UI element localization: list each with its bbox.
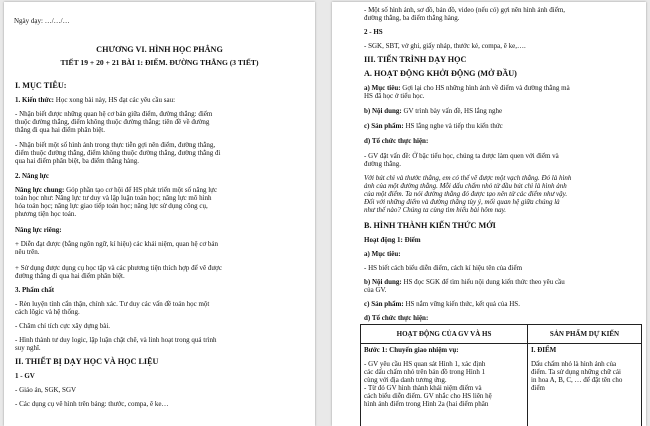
- knowledge-item-1-line-1: - Nhận biết được những quan hệ cơ bản giữa điểm, đường thẳng: điểm: [15, 110, 212, 118]
- knowledge-item-2-line-3: qua hai điểm phân biệt, ba điểm thẳng hàng.: [15, 157, 139, 165]
- teacher-item-2: - Các dụng cụ vẽ hình trên bảng: thước, compa, ê ke…: [15, 400, 168, 408]
- a-product-text: HS lắng nghe và tiếp thu kiến thức: [404, 122, 503, 130]
- step-1-line-3: cùng với địa danh tương ứng.: [364, 376, 524, 384]
- section-process: III. TIẾN TRÌNH DẠY HỌC: [364, 56, 466, 64]
- activity-1-heading: Hoạt động 1: Điểm: [364, 236, 421, 244]
- qualities-heading: 3. Phẩm chất: [15, 286, 54, 294]
- intro-italic-line-3: của một điểm. Ta nói đường thẳng đó được tạo nên từ các điểm như vậy.: [364, 190, 567, 198]
- a-content-line: [364, 107, 502, 115]
- a-organization-line-2: đường thẳng.: [364, 160, 401, 168]
- b-content-line-2: của GV.: [364, 286, 386, 294]
- lesson-title: TIẾT 19 + 20 + 21 BÀI 1: ĐIỂM. ĐƯỜNG THẲNG (3 TIẾT): [4, 59, 315, 67]
- a-organization-label: d) Tổ chức thực hiện:: [364, 137, 428, 145]
- table-header-product: SẢN PHẨM DỰ KIẾN: [528, 325, 642, 344]
- step-1-title: Bước 1: Chuyển giao nhiệm vụ:: [364, 346, 524, 354]
- point-line-2: điểm. Ta sử dụng những chữ cái: [531, 368, 638, 376]
- step-1-line-4: - Từ đó GV hình thành khái niệm điểm và: [364, 384, 524, 392]
- knowledge-item-2-line-2: điểm thuộc đường thẳng, điểm không thuộc đường thẳng, đường thẳng đi: [15, 149, 220, 157]
- activity-b-heading: B. HÌNH THÀNH KIẾN THỨC MỚI: [364, 222, 496, 230]
- table-header-activity: HOẠT ĐỘNG CỦA GV VÀ HS: [361, 325, 528, 344]
- specific-competence-1-line-2: nêu trên.: [15, 248, 40, 256]
- a-product-label: c) Sản phẩm:: [364, 122, 404, 130]
- a-content-label: b) Nội dung:: [364, 107, 402, 115]
- a-content-text: GV trình bày vấn đề, HS lắng nghe: [402, 107, 502, 115]
- materials-line-1: - Một số hình ảnh, sơ đồ, bản đồ, video (nếu có) gợi nên hình ảnh điểm,: [364, 6, 565, 14]
- quality-1-line-1: - Rèn luyện tính cẩn thận, chính xác. Tư duy các vấn đề toán học một: [15, 300, 209, 308]
- general-competence-line-3: hóa toán học; năng lực giao tiếp toán học; năng lực sử dụng công cụ,: [15, 202, 208, 210]
- step-1-line-2: các dấu chấm nhỏ trên bản đồ trong Hình 1: [364, 368, 524, 376]
- a-objective-line-2: HS đã học ở tiểu học.: [364, 92, 424, 100]
- point-line-4: điểm: [531, 384, 638, 392]
- knowledge-item-1-line-2: thuộc đường thẳng, điểm không thuộc đường thẳng; tiên đề về đường: [15, 118, 209, 126]
- general-competence-label: Năng lực chung:: [15, 186, 64, 194]
- specific-competence-2-line-1: + Sử dụng được dụng cụ học tập và các phương tiện thích hợp để vẽ được: [15, 264, 222, 272]
- general-competence-text: Góp phần tạo cơ hội để HS phát triển một số năng lực: [64, 186, 217, 194]
- step-1-line-5: cách biểu diễn điểm. GV nhắc cho HS liên hệ: [364, 392, 524, 400]
- activity-a-heading: A. HOẠT ĐỘNG KHỞI ĐỘNG (MỞ ĐẦU): [364, 70, 517, 78]
- quality-3-line-2: suy nghĩ.: [15, 344, 41, 352]
- specific-competence-2-line-2: đường thẳng đi qua hai điểm phân biệt.: [15, 272, 125, 280]
- specific-competence-label: Năng lực riêng:: [15, 226, 62, 234]
- b-product-label: c) Sản phẩm:: [364, 300, 404, 308]
- section-objectives: I. MỤC TIÊU:: [15, 82, 66, 90]
- quality-3-line-1: - Hình thành tư duy logic, lập luận chặt chẽ, và linh hoạt trong quá trình: [15, 336, 217, 344]
- table-row: [361, 344, 642, 426]
- b-product-text: HS nắm vững kiến thức, kết quả của HS.: [404, 300, 520, 308]
- general-competence-line-4: phương tiện học toán.: [15, 210, 76, 218]
- intro-italic-line-1: Với bút chì và thước thẳng, em có thể vẽ được một vạch thẳng. Đó là hình: [364, 174, 571, 182]
- quality-1-line-2: cách lôgic và hệ thống.: [15, 308, 80, 316]
- b-objective-label: a) Mục tiêu:: [364, 250, 401, 258]
- teacher-heading: 1 - GV: [15, 372, 35, 380]
- b-content-line-1: [364, 278, 565, 286]
- intro-italic-line-4: Đối với những điểm và đường thẳng tùy ý, mối quan hệ giữa chúng là: [364, 198, 560, 206]
- specific-competence-1-line-1: + Diễn đạt được (bằng ngôn ngữ, kí hiệu) các khái niệm, quan hệ cơ bản: [15, 240, 218, 248]
- section-equipment: II. THIẾT BỊ DẠY HỌC VÀ HỌC LIỆU: [15, 358, 158, 366]
- materials-line-2: đường thẳng, ba điểm thẳng hàng.: [364, 14, 460, 22]
- a-product-line: [364, 122, 503, 130]
- general-competence-line-2: toán học như: Năng lực tư duy và lập luận toán học; năng lực mô hình: [15, 194, 212, 202]
- b-content-text: HS đọc SGK để tìm hiểu nội dung kiến thức theo yêu cầu: [402, 278, 565, 286]
- document-page-left: [4, 2, 315, 426]
- general-competence-line-1: [15, 186, 217, 194]
- a-objective-line-1: [364, 84, 570, 92]
- intro-italic-line-5: như thế nào? Chúng ta cùng tìm hiểu bài hôm nay.: [364, 206, 506, 214]
- table-cell-product: [528, 344, 642, 426]
- knowledge-text: Học xong bài này, HS đạt các yêu cầu sau:: [54, 96, 175, 104]
- b-objective-text: - HS biết cách biểu diễn điểm, cách kí hiệu tên của điểm: [364, 264, 522, 272]
- teacher-item-1: - Giáo án, SGK, SGV: [15, 386, 76, 394]
- a-objective-label: a) Mục tiêu:: [364, 84, 401, 92]
- point-line-1: Dấu chấm nhỏ là hình ảnh của: [531, 360, 638, 368]
- chapter-title: CHƯƠNG VI. HÌNH HỌC PHẲNG: [4, 46, 315, 54]
- point-line-3: in hoa A, B, C, … để đặt tên cho: [531, 376, 638, 384]
- knowledge-label: 1. Kiến thức:: [15, 96, 54, 104]
- date-line: Ngày dạy: …/…/…: [14, 17, 70, 25]
- table-header-row: [361, 325, 642, 344]
- a-objective-text: Gợi lại cho HS những hình ảnh về điểm và đường thẳng mà: [401, 84, 570, 92]
- quality-2: - Chăm chỉ tích cực xây dựng bài.: [15, 322, 110, 330]
- a-organization-line-1: - GV đặt vấn đề: Ở bậc tiểu học, chúng ta được làm quen với điểm và: [364, 152, 559, 160]
- activity-table: [360, 324, 642, 426]
- document-page-right: [332, 2, 646, 426]
- intro-italic-line-2: ảnh của một đường thẳng. Mỗi dấu chấm nhỏ từ đầu bút chì là hình ảnh: [364, 182, 567, 190]
- competence-heading: 2. Năng lực: [15, 172, 49, 180]
- b-content-label: b) Nội dung:: [364, 278, 402, 286]
- step-1-line-1: - GV yêu cầu HS quan sát Hình 1, xác định: [364, 360, 524, 368]
- table-cell-activity: [361, 344, 528, 426]
- b-organization-label: d) Tổ chức thực hiện:: [364, 314, 428, 322]
- step-1-line-6: hình ảnh điểm trong Hình 2a (hai điểm phân: [364, 400, 524, 408]
- knowledge-line: [15, 96, 175, 104]
- b-product-line: [364, 300, 520, 308]
- knowledge-item-2-line-1: - Nhận biết một số hình ảnh trong thực tiễn gợi nên điểm, đường thẳng,: [15, 141, 215, 149]
- student-item-1: - SGK, SBT, vở ghi, giấy nháp, thước kẻ, compa, ê ke,….: [364, 42, 526, 50]
- point-title: I. ĐIỂM: [531, 346, 638, 354]
- knowledge-item-1-line-3: thẳng đi qua hai điểm phân biệt.: [15, 126, 105, 134]
- student-heading: 2 - HS: [364, 28, 383, 36]
